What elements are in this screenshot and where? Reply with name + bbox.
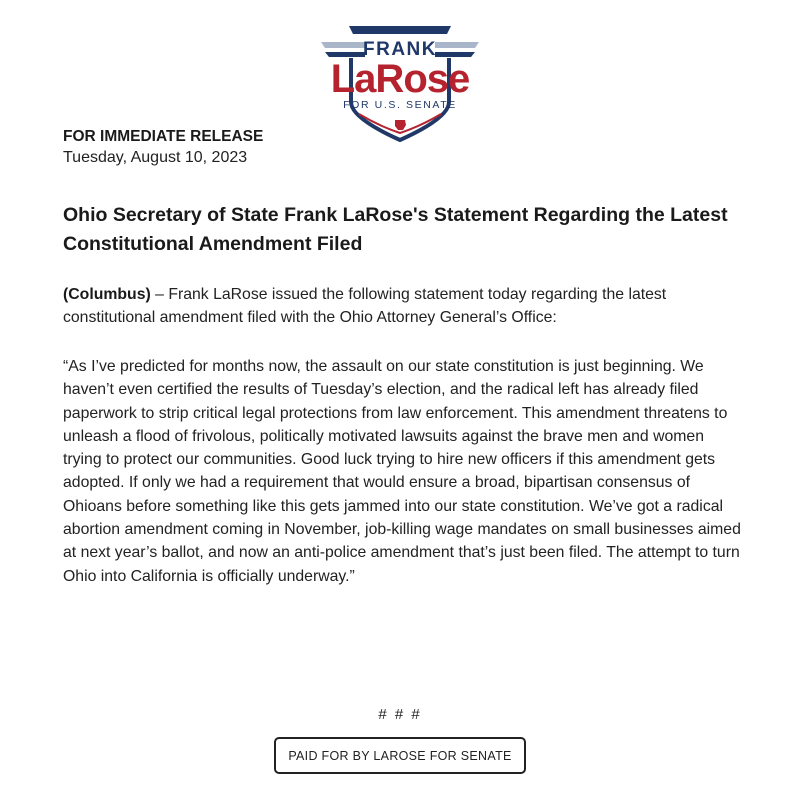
- release-date: Tuesday, August 10, 2023: [63, 149, 248, 166]
- logo-last-name: LaRose: [330, 57, 470, 101]
- release-label: FOR IMMEDIATE RELEASE: [63, 128, 264, 145]
- lede-text: – Frank LaRose issued the following statement today regarding the latest constitutional amendment filed with the Ohio Attorney General’s Office:: [63, 286, 667, 327]
- logo-first-name: FRANK: [363, 39, 437, 60]
- logo-tagline: FOR U.S. SENATE: [343, 99, 457, 111]
- headline: Ohio Secretary of State Frank LaRose's Statement Regarding the Latest Constitutional Amendment Filed: [63, 204, 728, 255]
- campaign-logo: [319, 22, 481, 144]
- quote-paragraph: “As I’ve predicted for months now, the assault on our state constitution is just beginning. We haven’t even certified the results of Tuesday’s election, and the radical left has already filed paperwork to strip critical legal protections from law enforcement. This amendment threatens to unleash a flood of frivolous, politically motivated lawsuits against the brave men and women trying to protect our communities. Good luck trying to hire new officers if this amendment gets adopted. If only we had a requirement that would ensure a broad, bipartisan consensus of Ohioans before something like this gets jammed into our state constitution. We’ve got a radical abortion amendment coming in November, job-killing wage mandates on small businesses aimed at next year’s ballot, and now an anti-police amendment that’s just been filed. The attempt to turn Ohio into California is officially underway.”: [63, 358, 741, 585]
- dateline: (Columbus): [63, 286, 151, 303]
- paid-for-disclaimer: PAID FOR BY LAROSE FOR SENATE: [274, 737, 526, 774]
- end-mark: # # #: [378, 706, 422, 723]
- release-header: [63, 127, 743, 169]
- lede-paragraph: [63, 283, 743, 330]
